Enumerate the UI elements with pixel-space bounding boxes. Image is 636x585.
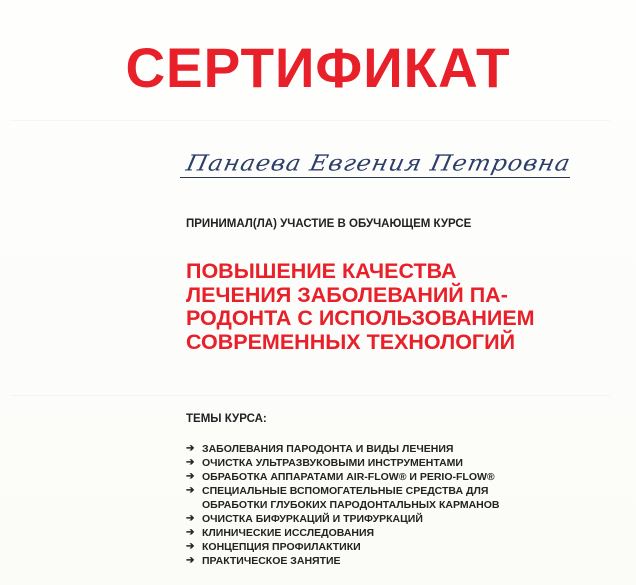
topic-text: ПРАКТИЧЕСКОЕ ЗАНЯТИЕ xyxy=(202,555,341,567)
certificate-title: СЕРТИФИКАТ xyxy=(125,36,511,99)
arrow-right-icon: ➔ xyxy=(186,457,195,468)
topic-item xyxy=(186,554,626,568)
course-title xyxy=(186,260,626,354)
topic-item xyxy=(186,442,626,456)
topic-text: КОНЦЕПЦИЯ ПРОФИЛАКТИКИ xyxy=(202,541,361,553)
topic-item xyxy=(186,456,626,470)
participation-statement: ПРИНИМАЛ(ЛА) УЧАСТИЕ В ОБУЧАЮЩЕМ КУРСЕ xyxy=(186,218,472,230)
recipient-name-field xyxy=(180,142,574,182)
arrow-right-icon: ➔ xyxy=(186,513,195,524)
course-title-line: РОДОНТА С ИСПОЛЬЗОВАНИЕМ xyxy=(186,306,535,330)
topic-text: ОЧИСТКА УЛЬТРАЗВУКОВЫМИ ИНСТРУМЕНТАМИ xyxy=(202,457,463,469)
topic-item xyxy=(186,512,626,526)
course-title-line: ПОВЫШЕНИЕ КАЧЕСТВА xyxy=(186,259,457,283)
topic-item xyxy=(186,540,626,554)
topic-text: ОБРАБОТКА АППАРАТАМИ AIR-FLOW® И PERIO-FLOW® xyxy=(202,471,495,483)
name-underline xyxy=(180,177,570,178)
topics-list xyxy=(186,442,626,568)
arrow-right-icon: ➔ xyxy=(186,527,195,538)
topic-item xyxy=(186,484,626,512)
topics-heading: ТЕМЫ КУРСА: xyxy=(186,413,267,425)
topic-item xyxy=(186,526,626,540)
recipient-name-handwritten: Панаева Евгения Петровна xyxy=(184,150,574,176)
paper-texture-line xyxy=(10,395,610,396)
arrow-right-icon: ➔ xyxy=(186,443,195,454)
topic-text: ОЧИСТКА БИФУРКАЦИЙ И ТРИФУРКАЦИЙ xyxy=(202,513,423,525)
arrow-right-icon: ➔ xyxy=(186,541,195,552)
topic-item xyxy=(186,470,626,484)
arrow-right-icon: ➔ xyxy=(186,485,195,496)
arrow-right-icon: ➔ xyxy=(186,555,195,566)
course-title-line: ЛЕЧЕНИЯ ЗАБОЛЕВАНИЙ ПА- xyxy=(186,282,508,307)
topic-text: ЗАБОЛЕВАНИЯ ПАРОДОНТА И ВИДЫ ЛЕЧЕНИЯ xyxy=(202,443,454,455)
arrow-right-icon: ➔ xyxy=(186,471,195,482)
topic-text: КЛИНИЧЕСКИЕ ИССЛЕДОВАНИЯ xyxy=(202,527,375,539)
paper-texture-line xyxy=(10,120,610,121)
topic-text: ОБРАБОТКИ ГЛУБОКИХ ПАРОДОНТАЛЬНЫХ КАРМАНОВ xyxy=(202,499,500,511)
course-title-line: СОВРЕМЕННЫХ ТЕХНОЛОГИЙ xyxy=(186,329,516,354)
topic-text: СПЕЦИАЛЬНЫЕ ВСПОМОГАТЕЛЬНЫЕ СРЕДСТВА ДЛЯ xyxy=(202,485,489,497)
